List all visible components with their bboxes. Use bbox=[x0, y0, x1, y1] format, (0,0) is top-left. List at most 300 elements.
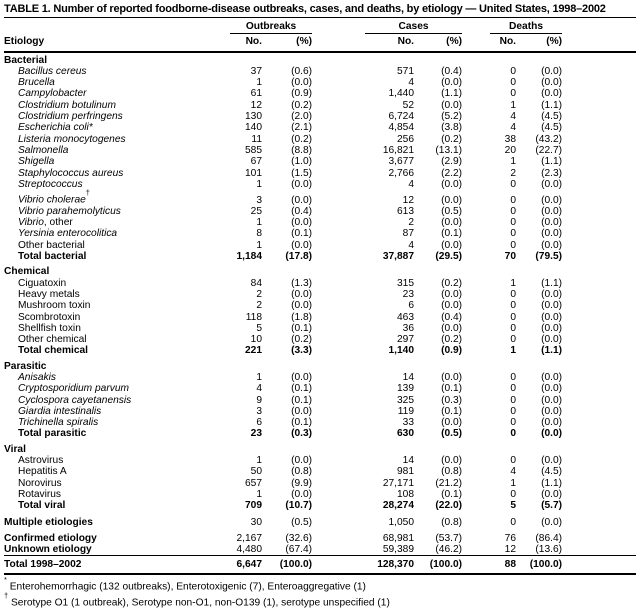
value-cell: 101 bbox=[245, 167, 262, 179]
value-cell: 3 bbox=[256, 194, 262, 206]
spacer-cell bbox=[562, 289, 636, 300]
spacer-cell bbox=[462, 406, 490, 417]
value-cell: (22.0) bbox=[435, 500, 463, 512]
value-cell bbox=[516, 440, 562, 455]
etiology-label: Total chemical bbox=[18, 345, 89, 357]
value-cell: 0 bbox=[510, 311, 517, 323]
etiology-cell bbox=[4, 556, 230, 574]
value-cell: (0.0) bbox=[541, 77, 563, 89]
col-header-outbreaks-no: No. bbox=[230, 34, 262, 51]
spacer-cell bbox=[312, 478, 365, 489]
etiology-label: Hepatitis A bbox=[18, 466, 67, 478]
etiology-label: Giardia intestinalis bbox=[18, 405, 102, 417]
spacer-cell bbox=[562, 428, 636, 439]
table-row bbox=[4, 111, 636, 122]
spacer-cell bbox=[312, 190, 365, 206]
value-cell: (29.5) bbox=[435, 251, 463, 263]
summary-row bbox=[4, 544, 636, 556]
value-cell: (0.0) bbox=[441, 417, 463, 429]
value-cell: (1.1) bbox=[541, 477, 563, 489]
spacer-cell bbox=[562, 88, 636, 99]
spacer-cell bbox=[312, 357, 365, 372]
value-cell: 1 bbox=[256, 372, 262, 383]
value-cell: 0 bbox=[510, 455, 517, 467]
spacer-cell bbox=[562, 383, 636, 394]
spacer-cell bbox=[312, 289, 365, 300]
value-cell: (17.8) bbox=[285, 251, 313, 263]
value-cell bbox=[414, 357, 462, 372]
spacer-cell bbox=[562, 357, 636, 372]
table-row bbox=[4, 289, 636, 300]
spacer-cell bbox=[562, 111, 636, 122]
spacer-cell bbox=[562, 145, 636, 156]
value-cell: 119 bbox=[397, 405, 415, 417]
value-cell: 4 bbox=[408, 239, 415, 251]
value-cell: 0 bbox=[510, 300, 517, 312]
etiology-label: Bacterial bbox=[4, 54, 48, 66]
value-cell: (0.9) bbox=[441, 345, 463, 357]
col-header-deaths-no: No. bbox=[490, 34, 516, 51]
value-cell: (1.1) bbox=[441, 88, 463, 100]
value-cell: 2 bbox=[408, 217, 415, 229]
spacer-cell bbox=[462, 556, 490, 574]
value-cell bbox=[490, 440, 516, 455]
table-row bbox=[4, 455, 636, 466]
etiology-label: Ciguatoxin bbox=[18, 277, 67, 289]
etiology-cell bbox=[4, 383, 230, 394]
etiology-cell bbox=[4, 406, 230, 417]
spacer-cell bbox=[562, 240, 636, 251]
value-cell: (0.0) bbox=[541, 288, 563, 300]
etiology-label: Staphylococcus aureus bbox=[18, 167, 124, 179]
value-cell: (0.2) bbox=[441, 133, 463, 145]
col-header-etiology: Etiology bbox=[4, 34, 230, 51]
value-cell: (0.0) bbox=[541, 334, 563, 346]
spacer-cell bbox=[312, 406, 365, 417]
etiology-label: Norovirus bbox=[18, 477, 62, 489]
value-cell: (2.1) bbox=[291, 122, 313, 134]
value-cell: 0 bbox=[510, 205, 517, 217]
spacer-cell bbox=[462, 345, 490, 356]
spacer-cell bbox=[312, 345, 365, 356]
spacer-cell bbox=[562, 544, 636, 556]
value-cell bbox=[516, 262, 562, 277]
spacer-cell bbox=[462, 323, 490, 334]
value-cell: 76 bbox=[504, 532, 517, 544]
etiology-cell bbox=[4, 111, 230, 122]
value-cell: (2.0) bbox=[291, 111, 313, 123]
etiology-label: Total 1998–2002 bbox=[4, 558, 82, 570]
etiology-label: Vibrio parahemolyticus bbox=[18, 205, 121, 217]
col-header-tail bbox=[562, 34, 636, 51]
value-cell bbox=[262, 262, 312, 277]
spacer-cell bbox=[562, 168, 636, 179]
value-cell: 0 bbox=[510, 178, 517, 190]
column-group-deaths-label: Deaths bbox=[490, 21, 562, 34]
value-cell: 0 bbox=[510, 383, 517, 395]
value-cell: 256 bbox=[397, 133, 415, 145]
value-cell: 0 bbox=[510, 239, 517, 251]
value-cell: (0.1) bbox=[291, 383, 313, 395]
footnote-text: Serotype O1 (1 outbreak), Serotype non-O1, non-O139 (1), serotype unspecified (1) bbox=[8, 597, 390, 609]
column-group-cases bbox=[365, 18, 462, 34]
value-cell: (0.0) bbox=[291, 488, 313, 500]
table-row bbox=[4, 77, 636, 88]
table-row bbox=[4, 134, 636, 145]
value-cell: (100.0) bbox=[414, 556, 462, 574]
spacer-cell bbox=[562, 52, 636, 66]
spacer-cell bbox=[462, 179, 490, 190]
spacer-cell bbox=[312, 383, 365, 394]
spacer-cell bbox=[312, 528, 365, 544]
value-cell: (0.0) bbox=[441, 300, 463, 312]
value-cell bbox=[262, 440, 312, 455]
etiology-label: Confirmed etiology bbox=[4, 532, 97, 544]
value-cell: 38 bbox=[504, 133, 517, 145]
value-cell: (0.0) bbox=[441, 99, 463, 111]
value-cell: 37,887 bbox=[382, 251, 415, 263]
table-row bbox=[4, 372, 636, 383]
value-cell: 1 bbox=[256, 455, 262, 467]
value-cell: (0.0) bbox=[541, 372, 563, 383]
etiology-cell bbox=[4, 122, 230, 133]
spacer-cell bbox=[462, 289, 490, 300]
value-cell: (0.0) bbox=[441, 217, 463, 229]
value-cell bbox=[365, 262, 414, 277]
value-cell: (0.0) bbox=[541, 300, 563, 312]
spacer-cell bbox=[312, 372, 365, 383]
spacer-cell bbox=[462, 168, 490, 179]
etiology-cell bbox=[4, 217, 230, 228]
table-row bbox=[4, 122, 636, 133]
table-row bbox=[4, 466, 636, 477]
spacer-cell bbox=[462, 77, 490, 88]
value-cell: (0.0) bbox=[541, 488, 563, 500]
value-cell: 297 bbox=[397, 334, 415, 346]
section-header-row bbox=[4, 52, 636, 66]
value-cell: (0.1) bbox=[441, 405, 463, 417]
value-cell: (32.6) bbox=[285, 532, 313, 544]
etiology-cell bbox=[4, 145, 230, 156]
value-cell: 33 bbox=[402, 417, 415, 429]
spacer-cell bbox=[462, 251, 490, 262]
spacer-cell bbox=[562, 406, 636, 417]
spacer-cell bbox=[312, 134, 365, 145]
spacer-cell bbox=[562, 334, 636, 345]
spacer-cell bbox=[562, 278, 636, 289]
etiology-label: Unknown etiology bbox=[4, 544, 92, 556]
value-cell: (13.1) bbox=[435, 144, 463, 156]
etiology-cell bbox=[4, 100, 230, 111]
value-cell: 1,184 bbox=[236, 251, 262, 263]
table-row bbox=[4, 300, 636, 311]
spacer-cell bbox=[462, 156, 490, 167]
value-cell: 25 bbox=[250, 205, 262, 217]
etiology-cell bbox=[4, 544, 230, 556]
group-gap bbox=[462, 18, 490, 34]
spacer-cell bbox=[312, 88, 365, 99]
value-cell: (0.0) bbox=[541, 217, 563, 229]
value-cell: (0.0) bbox=[291, 300, 313, 312]
value-cell: (86.4) bbox=[535, 532, 563, 544]
spacer-cell bbox=[312, 179, 365, 190]
etiology-cell bbox=[4, 440, 230, 455]
footnote-marker: † bbox=[4, 591, 9, 601]
dagger-mark: † bbox=[85, 188, 90, 198]
spacer-cell bbox=[312, 323, 365, 334]
value-cell: (0.0) bbox=[541, 178, 563, 190]
value-cell: 0 bbox=[510, 428, 517, 440]
value-cell: 630 bbox=[397, 428, 415, 440]
etiology-cell bbox=[4, 323, 230, 334]
etiology-cell bbox=[4, 179, 230, 190]
value-cell: 3 bbox=[256, 405, 262, 417]
spacer-cell bbox=[462, 466, 490, 477]
table-row bbox=[4, 428, 636, 439]
value-cell: (0.3) bbox=[441, 394, 463, 406]
value-cell: (10.7) bbox=[285, 500, 313, 512]
etiology-cell bbox=[4, 190, 230, 206]
spacer-cell bbox=[562, 455, 636, 466]
table-row bbox=[4, 406, 636, 417]
etiology-cell bbox=[4, 66, 230, 77]
spacer-cell bbox=[462, 52, 490, 66]
etiology-label: Multiple etiologies bbox=[4, 516, 93, 528]
value-cell: 27,171 bbox=[382, 477, 415, 489]
value-cell: (4.5) bbox=[541, 122, 563, 134]
value-cell: 1 bbox=[510, 156, 517, 168]
table-row bbox=[4, 345, 636, 356]
spacer-cell bbox=[562, 312, 636, 323]
value-cell: (0.2) bbox=[441, 334, 463, 346]
value-cell: (43.2) bbox=[535, 133, 563, 145]
value-cell: (4.5) bbox=[541, 111, 563, 123]
value-cell: 4 bbox=[510, 466, 517, 478]
footnote-text: Enterohemorrhagic (132 outbreaks), Enterotoxigenic (7), Enteroaggregative (1) bbox=[6, 581, 366, 593]
value-cell: (0.4) bbox=[291, 205, 313, 217]
value-cell: (0.1) bbox=[291, 394, 313, 406]
value-cell: 1,440 bbox=[388, 88, 415, 100]
table-row bbox=[4, 228, 636, 239]
value-cell: (100.0) bbox=[516, 556, 562, 574]
value-cell: 325 bbox=[397, 394, 415, 406]
value-cell: 4 bbox=[256, 383, 262, 395]
etiology-cell bbox=[4, 289, 230, 300]
table-row bbox=[4, 312, 636, 323]
etiology-label: Clostridium botulinum bbox=[18, 99, 116, 111]
value-cell: (0.2) bbox=[291, 99, 313, 111]
value-cell: 37 bbox=[250, 65, 262, 77]
value-cell: 6 bbox=[408, 300, 415, 312]
spacer-cell bbox=[562, 217, 636, 228]
spacer-cell bbox=[462, 122, 490, 133]
etiology-cell bbox=[4, 206, 230, 217]
spacer-cell bbox=[562, 179, 636, 190]
value-cell: 0 bbox=[510, 322, 517, 334]
value-cell: 2,766 bbox=[388, 167, 415, 179]
summary-row bbox=[4, 528, 636, 544]
spacer-cell bbox=[462, 395, 490, 406]
value-cell: (0.0) bbox=[541, 194, 563, 206]
value-cell: (0.0) bbox=[441, 194, 463, 206]
spacer-cell bbox=[312, 428, 365, 439]
spacer-cell bbox=[312, 77, 365, 88]
etiology-label: Cryptosporidium parvum bbox=[18, 383, 129, 395]
value-cell: (8.8) bbox=[291, 144, 313, 156]
spacer-cell bbox=[312, 240, 365, 251]
spacer-cell bbox=[562, 528, 636, 544]
value-cell: (0.0) bbox=[291, 217, 313, 229]
value-cell bbox=[516, 52, 562, 66]
value-cell: (0.1) bbox=[441, 228, 463, 240]
value-cell: 1 bbox=[256, 77, 262, 89]
spacer-cell bbox=[462, 383, 490, 394]
column-header-row bbox=[4, 34, 636, 51]
spacer-cell bbox=[312, 168, 365, 179]
value-cell: 1,050 bbox=[388, 516, 415, 528]
value-cell: 1 bbox=[510, 99, 517, 111]
value-cell: 2 bbox=[256, 288, 262, 300]
spacer-cell bbox=[462, 240, 490, 251]
value-cell: 4 bbox=[510, 111, 517, 123]
value-cell: (2.9) bbox=[441, 156, 463, 168]
etiology-label: Heavy metals bbox=[18, 288, 80, 300]
value-cell: 0 bbox=[510, 488, 517, 500]
value-cell: 3,677 bbox=[388, 156, 415, 168]
etiology-label: Total viral bbox=[18, 500, 66, 512]
value-cell: 70 bbox=[504, 251, 517, 263]
section-header-row bbox=[4, 357, 636, 372]
value-cell: 1 bbox=[510, 477, 517, 489]
value-cell: (53.7) bbox=[435, 532, 463, 544]
spacer-cell bbox=[462, 111, 490, 122]
value-cell: 8 bbox=[256, 228, 262, 240]
spacer-cell bbox=[562, 66, 636, 77]
spacer-cell bbox=[312, 466, 365, 477]
col-header-deaths-pct: (%) bbox=[516, 34, 562, 51]
etiology-label: Other chemical bbox=[18, 334, 87, 346]
value-cell: (13.6) bbox=[535, 544, 563, 556]
value-cell: (1.8) bbox=[291, 311, 313, 323]
spacer-cell bbox=[312, 500, 365, 511]
value-cell bbox=[262, 52, 312, 66]
spacer-cell bbox=[562, 262, 636, 277]
spacer-cell bbox=[312, 206, 365, 217]
value-cell: (0.1) bbox=[291, 322, 313, 334]
value-cell: 12 bbox=[402, 194, 415, 206]
etiology-table bbox=[4, 18, 636, 575]
etiology-cell bbox=[4, 168, 230, 179]
table-row bbox=[4, 179, 636, 190]
value-cell bbox=[365, 440, 414, 455]
spacer-cell bbox=[462, 417, 490, 428]
spacer-cell bbox=[312, 417, 365, 428]
etiology-label: Shellfish toxin bbox=[18, 322, 81, 334]
value-cell: (0.0) bbox=[291, 405, 313, 417]
value-cell: 0 bbox=[510, 334, 517, 346]
value-cell: 30 bbox=[250, 516, 262, 528]
table-row bbox=[4, 190, 636, 206]
value-cell: (0.1) bbox=[441, 488, 463, 500]
value-cell: 709 bbox=[245, 500, 262, 512]
value-cell: (0.0) bbox=[541, 239, 563, 251]
value-cell: 4 bbox=[408, 178, 415, 190]
spacer-cell bbox=[462, 544, 490, 556]
spacer-cell bbox=[562, 77, 636, 88]
value-cell: 1 bbox=[256, 239, 262, 251]
value-cell: (0.1) bbox=[291, 417, 313, 429]
value-cell: (0.0) bbox=[541, 405, 563, 417]
spacer-cell bbox=[462, 440, 490, 455]
value-cell: (0.0) bbox=[291, 372, 313, 383]
etiology-label: Cyclospora cayetanensis bbox=[18, 394, 132, 406]
etiology-label: Trichinella spiralis bbox=[18, 417, 99, 429]
etiology-label: Vibrio cholerae† bbox=[18, 188, 90, 206]
value-cell: (100.0) bbox=[262, 556, 312, 574]
value-cell: (0.0) bbox=[541, 383, 563, 395]
footnote bbox=[4, 593, 636, 609]
table-title: TABLE 1. Number of reported foodborne-disease outbreaks, cases, and deaths, by etiology — United States, 1998–2002 bbox=[4, 3, 636, 18]
etiology-label: Astrovirus bbox=[18, 455, 64, 467]
etiology-cell bbox=[4, 240, 230, 251]
etiology-label: Yersinia enterocolitica bbox=[18, 228, 118, 240]
spacer-cell bbox=[562, 228, 636, 239]
table-row bbox=[4, 334, 636, 345]
etiology-label: Campylobacter bbox=[18, 88, 87, 100]
value-cell: (0.3) bbox=[291, 428, 313, 440]
spacer-cell bbox=[562, 323, 636, 334]
spacer-cell bbox=[462, 134, 490, 145]
value-cell: (1.1) bbox=[541, 156, 563, 168]
value-cell: (0.2) bbox=[441, 277, 463, 289]
value-cell: 10 bbox=[250, 334, 262, 346]
spacer-cell bbox=[462, 217, 490, 228]
spacer-cell bbox=[462, 357, 490, 372]
value-cell: (0.1) bbox=[291, 228, 313, 240]
value-cell: (2.3) bbox=[541, 167, 563, 179]
value-cell: 1 bbox=[510, 345, 517, 357]
etiology-cell bbox=[4, 395, 230, 406]
value-cell: 4 bbox=[510, 122, 517, 134]
spacer-cell bbox=[562, 466, 636, 477]
spacer-cell bbox=[562, 345, 636, 356]
value-cell: (0.0) bbox=[291, 77, 313, 89]
value-cell bbox=[230, 440, 262, 455]
etiology-cell bbox=[4, 417, 230, 428]
value-cell: (0.8) bbox=[441, 516, 463, 528]
value-cell: 5 bbox=[256, 322, 262, 334]
value-cell: (1.0) bbox=[291, 156, 313, 168]
col-header-gap bbox=[462, 34, 490, 51]
value-cell: (0.0) bbox=[441, 322, 463, 334]
value-cell: (46.2) bbox=[435, 544, 463, 556]
spacer-cell bbox=[312, 300, 365, 311]
value-cell: (0.0) bbox=[541, 228, 563, 240]
spacer-cell bbox=[562, 206, 636, 217]
value-cell: 0 bbox=[510, 194, 517, 206]
column-group-cases-label: Cases bbox=[365, 21, 462, 34]
value-cell: (0.0) bbox=[441, 288, 463, 300]
value-cell: 12 bbox=[250, 99, 262, 111]
value-cell: (1.1) bbox=[541, 99, 563, 111]
group-gap bbox=[312, 18, 365, 34]
value-cell: 1 bbox=[256, 178, 262, 190]
value-cell: 2 bbox=[256, 300, 262, 312]
etiology-label: Rotavirus bbox=[18, 488, 62, 500]
spacer-cell bbox=[562, 156, 636, 167]
value-cell: (4.5) bbox=[541, 466, 563, 478]
etiology-label: Bacillus cereus bbox=[18, 65, 87, 77]
